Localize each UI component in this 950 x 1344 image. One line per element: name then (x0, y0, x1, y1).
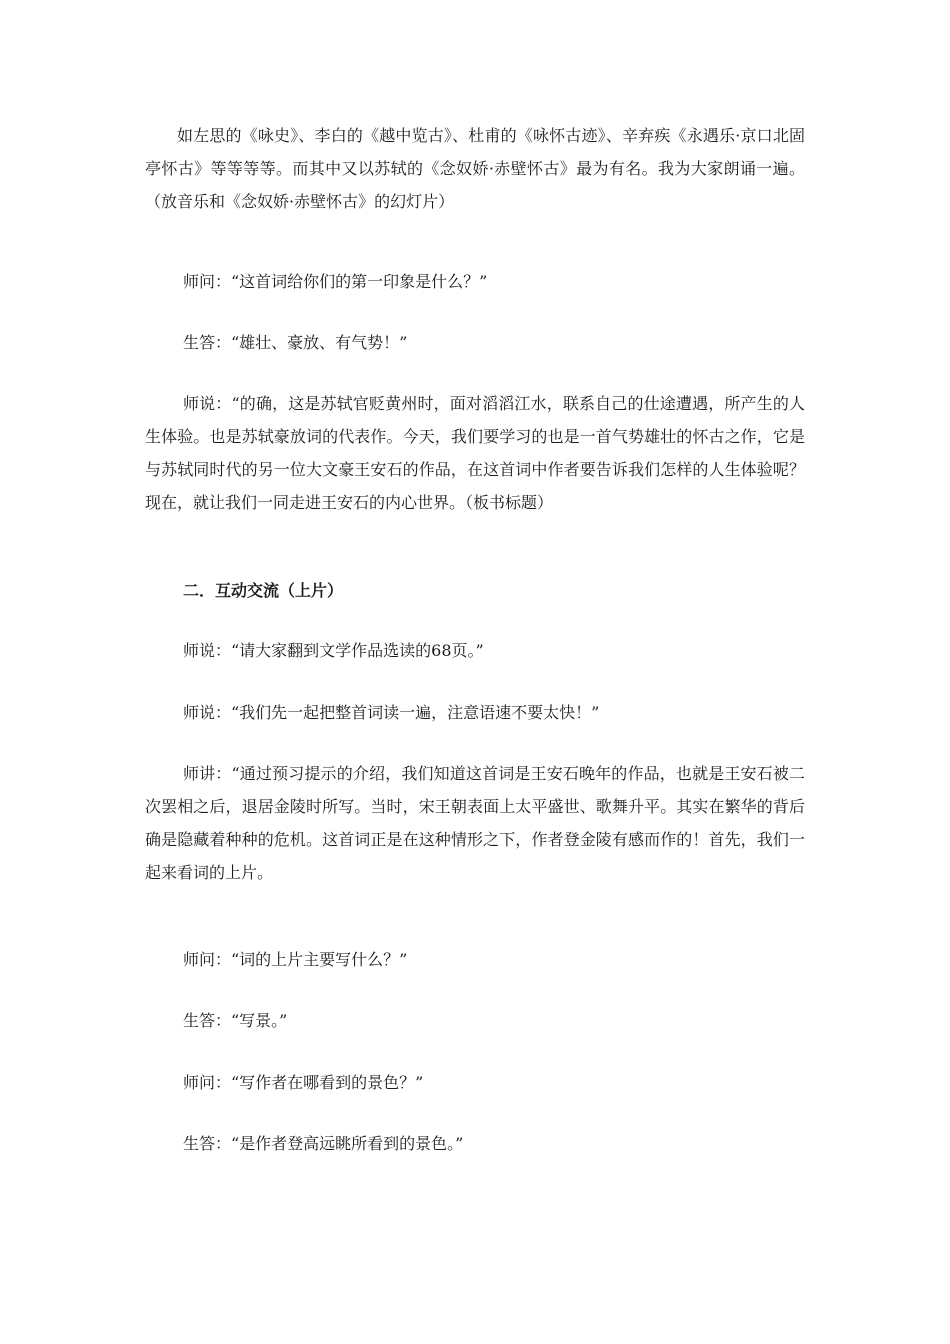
paragraph-teacher-question-impression: 师问：“这首词给你们的第一印象是什么？” (183, 272, 488, 291)
paragraph-teacher-question-where: 师问：“写作者在哪看到的景色？” (183, 1073, 424, 1092)
section-heading-interaction: 二．互动交流（上片） (183, 581, 344, 600)
paragraph-student-answer-overlook: 生答：“是作者登高远眺所看到的景色。” (183, 1134, 464, 1153)
paragraph-teacher-explanation-sushi: 师说：“的确，这是苏轼官贬黄州时，面对滔滔江水，联系自己的仕途遭遇，所产生的人生体验。也是苏轼豪放词的代表作。今天，我们要学习的也是一首气势雄壮的怀古之作，它是与苏轼同时代的另一位大文豪王安石的作品，在这首词中作者要告诉我们怎样的人生体验呢？现在，就让我们一同走进王安石的内心世界。（板书标题） (145, 394, 805, 512)
paragraph-teacher-page-instruction: 师说：“请大家翻到文学作品选读的68页。” (183, 641, 484, 660)
paragraph-intro-poems: 如左思的《咏史》、李白的《越中览古》、杜甫的《咏怀古迹》、辛弃疾《永遇乐·京口北固亭怀古》等等等等。而其中又以苏轼的《念奴娇·赤壁怀古》最为有名。我为大家朗诵一遍。（放音乐和《念奴娇·赤壁怀古》的幻灯片） (145, 126, 805, 211)
paragraph-student-answer-scenery: 生答：“写景。” (183, 1011, 288, 1030)
paragraph-teacher-question-upper: 师问：“词的上片主要写什么？” (183, 950, 408, 969)
paragraph-teacher-read-instruction: 师说：“我们先一起把整首词读一遍，注意语速不要太快！” (183, 703, 600, 722)
paragraph-teacher-background: 师讲：“通过预习提示的介绍，我们知道这首词是王安石晚年的作品，也就是王安石被二次罢相之后，退居金陵时所写。当时，宋王朝表面上太平盛世、歌舞升平。其实在繁华的背后确是隐藏着种种的危机。这首词正是在这种情形之下，作者登金陵有感而作的！首先，我们一起来看词的上片。 (145, 764, 805, 882)
paragraph-student-answer-impression: 生答：“雄壮、豪放、有气势！” (183, 333, 408, 352)
